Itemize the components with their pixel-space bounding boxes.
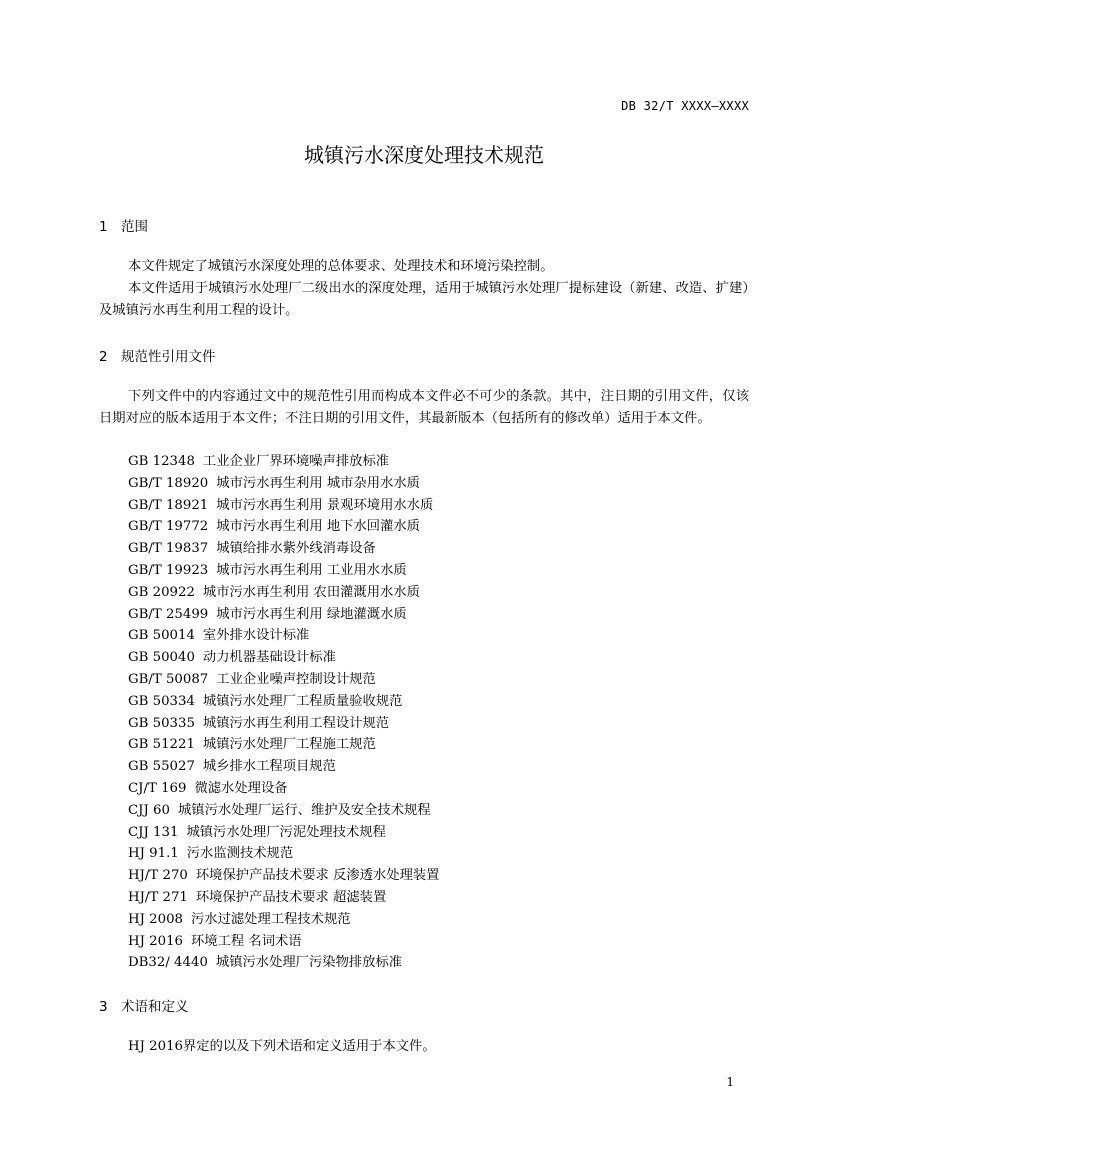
reference-code: GB/T 19923 — [128, 562, 209, 578]
reference-code: GB/T 25499 — [128, 606, 209, 622]
reference-item — [128, 800, 439, 822]
paragraph: 本文件适用于城镇污水处理厂二级出水的深度处理，适用于城镇污水处理厂提标建设（新建、改造、扩建）及城镇污水再生利用工程的设计。 — [99, 281, 749, 318]
reference-name: 城镇污水处理厂污染物排放标准 — [215, 955, 403, 971]
reference-code: HJ/T 270 — [128, 868, 188, 884]
section-heading-terms-definitions — [99, 995, 189, 1015]
reference-item — [128, 516, 439, 538]
reference-item — [128, 909, 439, 931]
section-title: 规范性引用文件 — [121, 349, 216, 365]
reference-item — [128, 778, 439, 800]
reference-code: GB/T 19837 — [128, 541, 209, 557]
reference-name: 城镇污水处理厂工程施工规范 — [202, 737, 376, 753]
reference-item — [128, 734, 439, 756]
section-number: 1 — [99, 219, 108, 235]
reference-item — [128, 604, 439, 626]
reference-code: CJJ 131 — [128, 824, 179, 840]
reference-item — [128, 952, 439, 974]
reference-name: 环境保护产品技术要求 超滤装置 — [195, 889, 387, 905]
reference-name: 污水监测技术规范 — [186, 846, 294, 862]
reference-code: GB/T 19772 — [128, 519, 209, 535]
reference-item — [128, 647, 439, 669]
reference-name: 工业企业厂界环境噪声排放标准 — [202, 454, 390, 469]
reference-code: CJJ 60 — [128, 802, 170, 818]
reference-item — [128, 669, 439, 691]
reference-name: 环境保护产品技术要求 反渗透水处理装置 — [195, 868, 440, 884]
reference-name: 室外排水设计标准 — [202, 628, 310, 644]
reference-name: 城市污水再生利用 农田灌溉用水水质 — [202, 584, 420, 600]
reference-item — [128, 713, 439, 735]
reference-name: 工业企业噪声控制设计规范 — [216, 671, 376, 687]
reference-name: 城镇污水处理厂运行、维护及安全技术规程 — [177, 802, 431, 818]
section-title: 术语和定义 — [121, 999, 189, 1015]
reference-name: 环境工程 名词术语 — [191, 933, 302, 949]
reference-item — [128, 843, 439, 865]
reference-name: 城镇污水再生利用工程设计规范 — [202, 715, 390, 731]
document-title: 城镇污水深度处理技术规范 — [304, 143, 544, 167]
reference-code: HJ 2008 — [128, 911, 183, 927]
reference-name: 城市污水再生利用 地下水回灌水质 — [216, 519, 420, 535]
reference-item — [128, 538, 439, 560]
reference-code: HJ/T 271 — [128, 889, 188, 905]
reference-code: GB 50335 — [128, 715, 195, 731]
reference-code: HJ 2016 — [128, 933, 183, 949]
document-code: DB 32/T XXXX—XXXX — [621, 99, 749, 113]
reference-code: GB 55027 — [128, 759, 195, 775]
reference-item — [128, 822, 439, 844]
reference-name: 动力机器基础设计标准 — [202, 650, 336, 666]
section-heading-scope — [99, 215, 148, 235]
reference-code: GB/T 18921 — [128, 497, 209, 513]
reference-name: 城市污水再生利用 绿地灌溉水质 — [216, 606, 407, 622]
section-title: 范围 — [121, 219, 148, 235]
reference-code: DB32/ 4440 — [128, 955, 208, 971]
reference-item — [128, 756, 439, 778]
reference-code: GB 20922 — [128, 584, 195, 600]
reference-name: 城镇污水处理厂污泥处理技术规程 — [186, 824, 386, 840]
paragraph: HJ 2016界定的以及下列术语和定义适用于本文件。 — [128, 1039, 436, 1054]
reference-item — [128, 560, 439, 582]
reference-name: 城镇污水处理厂工程质量验收规范 — [202, 693, 403, 709]
reference-item — [128, 582, 439, 604]
reference-item — [128, 451, 439, 473]
reference-name: 城市污水再生利用 城市杂用水水质 — [216, 475, 420, 491]
reference-item — [128, 931, 439, 953]
reference-name: 城市污水再生利用 工业用水水质 — [216, 562, 407, 578]
reference-name: 城镇给排水紫外线消毒设备 — [216, 541, 376, 557]
reference-name: 城乡排水工程项目规范 — [202, 759, 336, 775]
reference-code: HJ 91.1 — [128, 846, 179, 862]
reference-code: GB 51221 — [128, 737, 195, 753]
section-number: 3 — [99, 999, 108, 1015]
reference-item — [128, 691, 439, 713]
section-number: 2 — [99, 349, 108, 365]
reference-item — [128, 495, 439, 517]
reference-item — [128, 473, 439, 495]
reference-code: GB 50040 — [128, 650, 195, 666]
section-heading-normative-references — [99, 345, 216, 365]
reference-code: CJ/T 169 — [128, 780, 187, 796]
reference-item — [128, 887, 439, 909]
reference-name: 微滤水处理设备 — [194, 780, 288, 796]
reference-list — [128, 451, 439, 974]
reference-code: GB/T 18920 — [128, 475, 209, 491]
reference-code: GB/T 50087 — [128, 671, 209, 687]
reference-code: GB 50334 — [128, 693, 195, 709]
reference-item — [128, 625, 439, 647]
reference-code: GB 50014 — [128, 628, 195, 644]
reference-name: 污水过滤处理工程技术规范 — [191, 911, 351, 927]
paragraph: 下列文件中的内容通过文中的规范性引用而构成本文件必不可少的条款。其中，注日期的引用文件，仅该日期对应的版本适用于本文件；不注日期的引用文件，其最新版本（包括所有的修改单）适用于本文件。 — [99, 389, 749, 426]
reference-item — [128, 865, 439, 887]
paragraph: 本文件规定了城镇污水深度处理的总体要求、处理技术和环境污染控制。 — [128, 259, 554, 274]
page-number: 1 — [726, 1075, 734, 1089]
reference-code: GB 12348 — [128, 454, 195, 469]
reference-name: 城市污水再生利用 景观环境用水水质 — [216, 497, 434, 513]
